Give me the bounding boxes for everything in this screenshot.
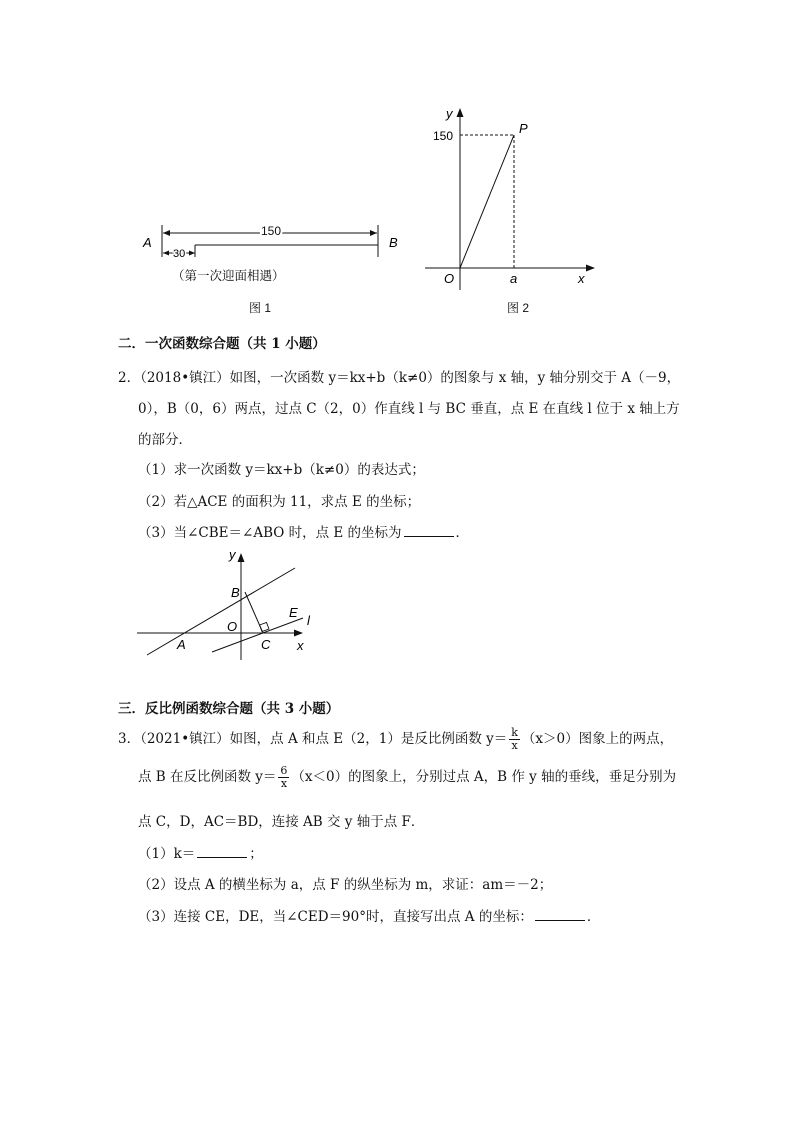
question-3-part-3: （3）连接 CE，DE，当∠CED＝90°时，直接写出点 A 的坐标： ． — [138, 909, 601, 925]
line-l-label: l — [307, 613, 310, 628]
origin-label: O — [227, 619, 238, 634]
x-axis-label: x — [297, 638, 304, 653]
point-b-label: B — [231, 585, 240, 600]
line-ab — [147, 568, 295, 655]
question-3-line-3: 点 C，D，AC＝BD，连接 AB 交 y 轴于点 F． — [138, 814, 425, 830]
label-a: A — [143, 235, 152, 250]
label-b: B — [389, 235, 398, 250]
tick-a-label: a — [510, 271, 518, 286]
section-2-title: 二．一次函数综合题（共 1 小题） — [118, 336, 326, 352]
y-axis-label: y — [229, 547, 236, 562]
answer-blank — [404, 524, 454, 537]
question-3-line-2: 点 B 在反比例函数 y＝ $\frac{6}{x}$ （x＜0）的图象上，分别过点 A，B 作 y 轴的垂线，垂足分别为 — [138, 764, 677, 790]
line-l — [212, 618, 303, 652]
distance-30-label: 30 — [173, 248, 186, 260]
figure-2-diagram — [420, 100, 610, 290]
fraction-6-over-x: $\frac{6}{x}$ — [280, 764, 288, 790]
section-3-title: 三．反比例函数综合题（共 3 小题） — [118, 701, 340, 717]
y-axis-label: y — [446, 106, 453, 121]
point-c-label: C — [261, 637, 271, 652]
right-angle-mark — [260, 623, 270, 632]
figure-1-caption: 图 1 — [249, 301, 272, 315]
origin-label: O — [444, 271, 455, 286]
segment-op — [460, 135, 514, 268]
point-a-label: A — [177, 637, 186, 652]
question-2-part-3-text: （3）当∠CBE＝∠ABO 时，点 E 的坐标为 — [138, 525, 402, 541]
point-e-label: E — [289, 605, 298, 620]
question-2-part-2: （2）若△ACE 的面积为 11，求点 E 的坐标； — [138, 494, 421, 510]
figure-2-caption: 图 2 — [507, 301, 530, 315]
fraction-k-over-x: $\frac{k}{x}$ — [511, 726, 518, 752]
x-axis-label: x — [578, 271, 585, 286]
figure-3-diagram — [135, 545, 335, 660]
point-p-label: P — [519, 121, 528, 136]
tick-150-label: 150 — [433, 129, 454, 143]
question-2-line-2: 0），B（0，6）两点，过点 C（2，0）作直线 l 与 BC 垂直，点 E 在直线 l 位于 x 轴上方 — [138, 401, 680, 417]
figure-1-note: （第一次迎面相遇） — [172, 269, 285, 283]
question-3-line-1: 3．（2021•镇江）如图，点 A 和点 E（2，1）是反比例函数 y＝ $\frac{k}{x}$ （x＞0）图象上的两点， — [118, 726, 674, 752]
question-2-part-3: （3）当∠CBE＝∠ABO 时，点 E 的坐标为 ． — [138, 525, 470, 541]
question-2-part-1: （1）求一次函数 y＝kx+b（k≠0）的表达式； — [138, 462, 425, 478]
answer-blank — [197, 845, 247, 858]
question-3-part-1: （1）k＝ ； — [138, 846, 263, 862]
answer-blank — [535, 908, 585, 921]
question-3-part-2: （2）设点 A 的横坐标为 a，点 F 的纵坐标为 m，求证：am＝－2； — [138, 877, 553, 893]
question-2-line-3: 的部分． — [138, 432, 192, 448]
question-2-line-1: 2．（2018•镇江）如图，一次函数 y＝kx+b（k≠0）的图象与 x 轴，y 轴分别交于 A（－9， — [118, 370, 681, 386]
distance-150-label: 150 — [261, 224, 282, 238]
